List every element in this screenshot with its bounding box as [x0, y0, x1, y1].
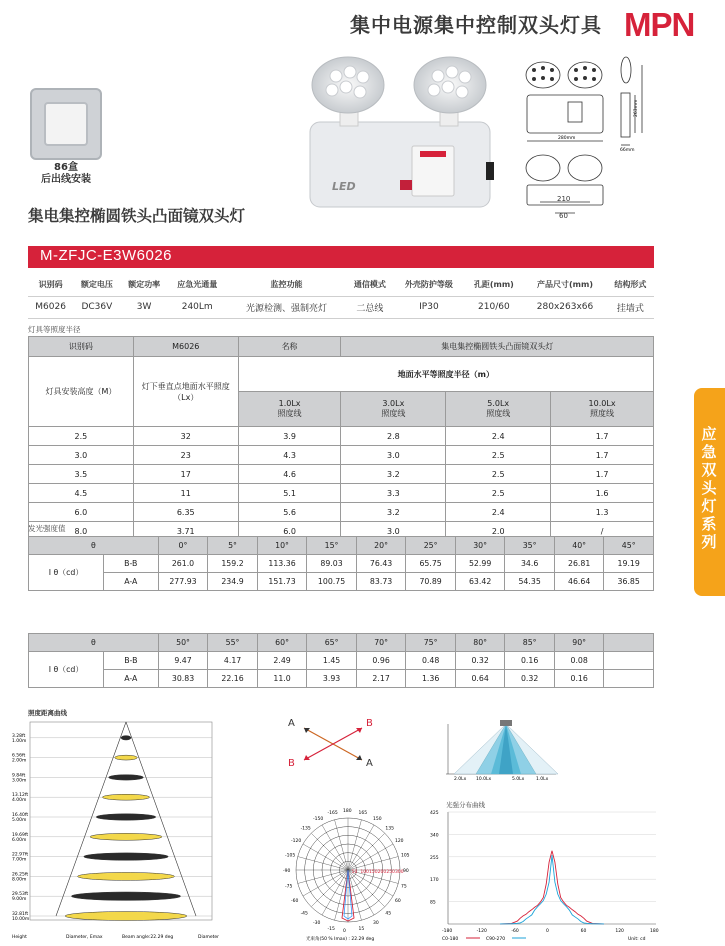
curve-unit: Unit: cd	[628, 937, 646, 942]
polar-spoke	[303, 844, 348, 870]
distance-ring	[90, 833, 162, 840]
product-title: 集电集控椭圆铁头凸面镜双头灯	[28, 207, 246, 225]
spec-value-4: 光源检测、强制亮灯	[227, 296, 347, 318]
intensity-value: 234.9	[208, 573, 258, 591]
lux-col-value: 10.0Lx	[588, 399, 616, 408]
illuminance-cell: 3.2	[341, 503, 446, 522]
polar-tick: 165	[358, 811, 368, 817]
distance-height-label: 3.28ft	[12, 733, 26, 739]
distance-height-label: 7.00m	[12, 857, 27, 863]
polar-spoke	[348, 825, 374, 870]
curve-x-tick: 60	[580, 929, 587, 934]
intensity-value: 30.83	[158, 670, 208, 688]
polar-spoke	[322, 825, 348, 870]
angle-header: 55°	[208, 634, 258, 652]
illuminance-cell: 11	[133, 484, 238, 503]
illuminance-cell: 6.0	[238, 522, 341, 541]
curve-series-c90	[500, 855, 604, 924]
polar-tick: 0	[343, 929, 346, 934]
angle-header: 35°	[505, 537, 555, 555]
distance-ring	[109, 775, 144, 780]
illuminance-cell: 2.0	[446, 522, 551, 541]
intensity-row	[29, 670, 654, 688]
intensity-value: 46.64	[554, 573, 604, 591]
intensity-value	[604, 652, 654, 670]
illuminance-cell: 3.0	[29, 446, 134, 465]
curve-x-tick: 180	[650, 929, 659, 934]
spec-value-1: DC36V	[73, 296, 120, 318]
distance-ring	[65, 912, 187, 921]
polar-spoke	[348, 870, 385, 907]
spec-header-5: 通信模式	[346, 274, 393, 296]
series-name: B-B	[103, 555, 158, 573]
polar-caption: 光束角(50 % Imax) : 22.29 deg	[306, 937, 375, 942]
intensity-value: 151.73	[257, 573, 307, 591]
illuminance-cell: 3.0	[341, 446, 446, 465]
distance-ring	[121, 736, 131, 740]
illuminance-row	[29, 503, 654, 522]
illuminance-cell: 1.7	[551, 427, 654, 446]
lamp-brand-text: LED	[332, 180, 356, 193]
name-value: 集电集控椭圆铁头凸面镜双头灯	[341, 337, 654, 357]
distance-height-label: 1.00m	[12, 738, 27, 744]
intensity-value	[604, 670, 654, 688]
lux-col-value: 1.0Lx	[278, 399, 301, 408]
illuminance-cell: 1.3	[551, 503, 654, 522]
lux-col-1	[341, 392, 446, 427]
distance-height-label: 9.84ft	[12, 773, 26, 779]
distance-height-label: 4.00m	[12, 798, 27, 804]
intensity-value: 2.49	[257, 652, 307, 670]
intensity-value: 89.03	[307, 555, 357, 573]
illuminance-cell: 8.0	[29, 522, 134, 541]
illuminance-cell: 2.5	[446, 465, 551, 484]
angle-header: 30°	[455, 537, 505, 555]
distance-height-label: 22.97ft	[12, 852, 29, 858]
polar-tick: -60	[291, 899, 299, 904]
beam-label-1: 10.0Lx	[476, 777, 492, 782]
angle-header	[604, 634, 654, 652]
spec-header-2: 额定功率	[120, 274, 167, 296]
polar-spoke	[348, 870, 374, 915]
spec-header-7: 孔距(mm)	[464, 274, 523, 296]
distance-height-label: 29.53ft	[12, 892, 29, 898]
illuminance-cell: 2.5	[446, 446, 551, 465]
distance-ring	[78, 872, 175, 880]
intensity-value: 261.0	[158, 555, 208, 573]
illuminance-row	[29, 446, 654, 465]
curve-x-tick: -120	[476, 929, 487, 934]
lux-col-0	[238, 392, 341, 427]
intensity-value: 0.16	[505, 652, 555, 670]
spec-header-1: 额定电压	[73, 274, 120, 296]
curve-y-tick: 170	[430, 878, 439, 884]
intensity-value: 26.81	[554, 555, 604, 573]
illuminance-cell: 2.8	[341, 427, 446, 446]
lux-col-3	[551, 392, 654, 427]
polar-tick: -75	[285, 884, 293, 890]
theta-header: θ	[29, 634, 159, 652]
angle-header: 85°	[505, 634, 555, 652]
intensity-value: 65.75	[406, 555, 456, 573]
distance-height-label: 13.12ft	[12, 793, 29, 799]
curve-y-tick: 85	[430, 900, 436, 906]
series-name: A-A	[103, 670, 158, 688]
lux-col-unit: 照度线	[590, 409, 615, 418]
spec-value-9: 挂墙式	[607, 296, 654, 318]
lux-col-unit: 照度线	[486, 409, 511, 418]
lux-col-value: 5.0Lx	[487, 399, 510, 408]
angle-header: 80°	[455, 634, 505, 652]
angle-header: 20°	[356, 537, 406, 555]
cross-label-a1: A	[288, 718, 295, 729]
illuminance-section-label: 灯具等照度半径	[28, 325, 81, 334]
spec-header-6: 外壳防护等级	[394, 274, 465, 296]
lux-col-unit: 照度线	[381, 409, 406, 418]
intensity-value: 159.2	[208, 555, 258, 573]
illuminance-cell: 3.71	[133, 522, 238, 541]
illuminance-cell: 3.9	[238, 427, 341, 446]
angle-header: 90°	[554, 634, 604, 652]
intensity-value: 83.73	[356, 573, 406, 591]
curve-x-tick: 0	[546, 929, 549, 934]
cross-label-b2: B	[288, 758, 295, 769]
illuminance-cell: 3.0	[341, 522, 446, 541]
curve-title: 光强分布曲线	[446, 801, 485, 809]
illuminance-cell: 17	[133, 465, 238, 484]
intensity-value: 63.42	[455, 573, 505, 591]
spec-value-7: 210/60	[464, 296, 523, 318]
polar-tick: -105	[285, 853, 296, 859]
intensity-value: 0.16	[554, 670, 604, 688]
intensity-table-2	[28, 633, 654, 688]
product-photo	[300, 50, 500, 210]
distance-height-label: 2.00m	[12, 758, 27, 764]
distance-height-label: 10.00m	[12, 917, 30, 922]
illuminance-cell: 6.0	[29, 503, 134, 522]
distance-ring	[71, 892, 180, 900]
intensity-value: 11.0	[257, 670, 307, 688]
illuminance-cell: 32	[133, 427, 238, 446]
curve-y-tick: 340	[430, 833, 439, 839]
mounting-box-label-line1: 86盒	[54, 162, 78, 173]
intensity-value: 0.64	[455, 670, 505, 688]
name-label: 名称	[238, 337, 341, 357]
polar-spoke	[348, 844, 393, 870]
polar-tick: -30	[313, 920, 321, 926]
intensity-value: 22.16	[208, 670, 258, 688]
polar-tick: -90	[283, 869, 291, 874]
beam-label-0: 2.0Lx	[454, 777, 467, 782]
intensity-value: 70.89	[406, 573, 456, 591]
curve-series-c0	[500, 851, 604, 924]
intensity-value: 34.6	[505, 555, 555, 573]
angle-header: 10°	[257, 537, 307, 555]
angle-header: 75°	[406, 634, 456, 652]
distance-height-label: 6.56ft	[12, 753, 26, 759]
distance-ring	[102, 794, 149, 800]
beam-label-2: 5.0Lx	[512, 777, 525, 782]
series-name: A-A	[103, 573, 158, 591]
angle-header: 65°	[307, 634, 357, 652]
spec-header-8: 产品尺寸(mm)	[523, 274, 606, 296]
spec-value-8: 280x263x66	[523, 296, 606, 318]
spec-value-5: 二总线	[346, 296, 393, 318]
illuminance-cell: 23	[133, 446, 238, 465]
intensity-value: 0.48	[406, 652, 456, 670]
illuminance-cell: 5.1	[238, 484, 341, 503]
illuminance-row	[29, 465, 654, 484]
polar-tick: 105	[400, 853, 410, 859]
intensity-value: 0.32	[455, 652, 505, 670]
polar-tick: 15	[358, 926, 365, 932]
cross-label-b1: B	[366, 718, 373, 729]
intensity-value: 113.36	[257, 555, 307, 573]
dim-height: 263mm	[634, 99, 639, 117]
spec-value-0: M6026	[28, 296, 73, 318]
polar-tick: -45	[300, 911, 308, 917]
distance-bottom-label: Height	[12, 935, 27, 940]
polar-tick: -120	[291, 839, 302, 844]
intensity-row	[29, 652, 654, 670]
distance-height-label: 5.00m	[12, 818, 27, 823]
polar-spoke	[311, 870, 348, 907]
spec-value-2: 3W	[120, 296, 167, 318]
illuminance-cell: 3.5	[29, 465, 134, 484]
illuminance-table	[28, 336, 654, 541]
spec-header-4: 监控功能	[227, 274, 347, 296]
illuminance-cell: 5.6	[238, 503, 341, 522]
polar-value: 50	[351, 870, 358, 875]
intensity-value: 52.99	[455, 555, 505, 573]
intensity-value: 1.45	[307, 652, 357, 670]
polar-spoke	[348, 833, 385, 870]
dim-width: 280mm	[558, 136, 576, 141]
spec-header-3: 应急光通量	[168, 274, 227, 296]
beam-label-3: 1.0Lx	[536, 777, 549, 782]
height-col-header: 灯具安装高度（M）	[29, 357, 134, 427]
intensity-value: 4.17	[208, 652, 258, 670]
curve-x-tick: 120	[615, 929, 624, 934]
illuminance-cell: 2.5	[446, 484, 551, 503]
illuminance-cell: 3.3	[341, 484, 446, 503]
dim-depth: 66mm	[620, 148, 635, 153]
intensity-value: 3.93	[307, 670, 357, 688]
intensity-value: 54.35	[505, 573, 555, 591]
polar-tick: -150	[313, 817, 324, 823]
curve-legend-0: C0-180	[442, 937, 459, 942]
series-side-tab-label: 应急双头灯系列	[701, 425, 717, 551]
polar-tick: 120	[394, 839, 404, 844]
spec-value-6: IP30	[394, 296, 465, 318]
angle-header: 25°	[406, 537, 456, 555]
polar-value: 150	[369, 870, 378, 875]
illuminance-row	[29, 427, 654, 446]
polar-tick: 150	[373, 817, 382, 823]
illuminance-cell: 4.3	[238, 446, 341, 465]
intensity-value: 9.47	[158, 652, 208, 670]
polar-tick: 75	[400, 884, 407, 890]
polar-tick: 30	[373, 920, 379, 926]
distance-bottom-label: Diameter	[198, 935, 220, 940]
polar-value: 250	[386, 870, 395, 875]
intensity-value: 0.32	[505, 670, 555, 688]
intensity-value: 0.96	[356, 652, 406, 670]
polar-tick: 180	[343, 809, 352, 814]
distance-height-label: 19.69ft	[12, 832, 29, 838]
illuminance-cell: 6.35	[133, 503, 238, 522]
polar-value: 200	[377, 870, 387, 875]
intensity-label: I θ（cd）	[29, 555, 104, 591]
illuminance-cell: 1.6	[551, 484, 654, 503]
intensity-distribution-curve	[428, 808, 668, 944]
polar-spoke	[311, 833, 348, 870]
curve-y-tick: 425	[430, 811, 439, 816]
theta-header: θ	[29, 537, 159, 555]
axis-cross-diagram	[282, 714, 382, 770]
spec-header-9: 结构形式	[607, 274, 654, 296]
illuminance-cell: 4.6	[238, 465, 341, 484]
vertical-lux-col-header: 灯下垂直点地面水平照度（Lx）	[133, 357, 238, 427]
polar-tick: 45	[385, 911, 392, 917]
dim-hole: 210	[557, 195, 571, 203]
mounting-box-image	[30, 88, 102, 160]
curve-x-tick: -180	[442, 929, 453, 934]
intensity-value: 100.75	[307, 573, 357, 591]
illuminance-cell: 3.2	[341, 465, 446, 484]
angle-header: 70°	[356, 634, 406, 652]
polar-value: 300	[395, 870, 404, 875]
illuminance-cell: 2.4	[446, 503, 551, 522]
angle-header: 15°	[307, 537, 357, 555]
intensity-section-label: 发光强度值	[28, 524, 66, 533]
spec-header-0: 识别码	[28, 274, 73, 296]
polar-tick: 60	[394, 899, 401, 904]
mounting-box-label	[26, 162, 106, 186]
distance-height-label: 6.00m	[12, 837, 27, 843]
distance-curve-chart	[12, 716, 242, 942]
intensity-value: 1.36	[406, 670, 456, 688]
illuminance-cell: 2.4	[446, 427, 551, 446]
distance-curve-title: 照度距离曲线	[28, 709, 67, 717]
intensity-value: 2.17	[356, 670, 406, 688]
dim-hole2: 60	[559, 212, 568, 220]
lux-col-value: 3.0Lx	[382, 399, 405, 408]
intensity-row	[29, 573, 654, 591]
polar-spoke	[303, 870, 348, 896]
distance-ring	[115, 755, 137, 760]
radius-header: 地面水平等照度半径（m）	[238, 357, 653, 392]
angle-header: 60°	[257, 634, 307, 652]
lux-col-2	[446, 392, 551, 427]
polar-intensity-chart	[282, 806, 422, 946]
intensity-value: 19.19	[604, 555, 654, 573]
id-label: 识别码	[29, 337, 134, 357]
distance-height-label: 8.00m	[12, 877, 27, 883]
angle-header: 0°	[158, 537, 208, 555]
cross-label-a2: A	[366, 758, 373, 769]
curve-y-tick: 255	[430, 855, 439, 861]
intensity-value: 0.08	[554, 652, 604, 670]
illuminance-cell: 1.7	[551, 446, 654, 465]
distance-ring	[84, 853, 168, 860]
angle-header: 5°	[208, 537, 258, 555]
illuminance-cell: /	[551, 522, 654, 541]
intensity-label: I θ（cd）	[29, 652, 104, 688]
polar-spoke	[322, 870, 348, 915]
distance-bottom-label: Diameter, Emax	[66, 935, 103, 940]
intensity-row	[29, 555, 654, 573]
curve-x-tick: -60	[511, 929, 519, 934]
distance-bottom-label: Beam angle:22.29 deg	[122, 935, 174, 940]
illuminance-cell: 1.7	[551, 465, 654, 484]
polar-tick: 90	[403, 869, 409, 874]
brand-logo: MPN	[624, 6, 695, 43]
catalog-title: 集中电源集中控制双头灯具	[350, 13, 602, 37]
distance-height-label: 16.40ft	[12, 813, 29, 818]
distance-height-label: 3.00m	[12, 778, 27, 784]
distance-ring	[96, 814, 156, 820]
curve-legend-1: C90-270	[486, 937, 506, 942]
series-name: B-B	[103, 652, 158, 670]
illuminance-row	[29, 484, 654, 503]
dimension-drawing	[510, 55, 660, 225]
intensity-table-1	[28, 536, 654, 591]
beam-spread-diagram	[436, 716, 566, 782]
angle-header: 50°	[158, 634, 208, 652]
lux-col-unit: 照度线	[277, 409, 302, 418]
intensity-value: 36.85	[604, 573, 654, 591]
illuminance-cell: 2.5	[29, 427, 134, 446]
polar-tick: -135	[300, 826, 311, 832]
distance-frame	[30, 722, 212, 920]
polar-tick: 135	[385, 826, 395, 832]
polar-tick: -165	[327, 811, 338, 817]
id-value: M6026	[133, 337, 238, 357]
model-number: M-ZFJC-E3W6026	[40, 247, 173, 264]
distance-height-label: 32.81ft	[12, 912, 29, 917]
angle-header: 40°	[554, 537, 604, 555]
polar-value: 100	[360, 870, 369, 875]
intensity-value: 76.43	[356, 555, 406, 573]
illuminance-cell: 4.5	[29, 484, 134, 503]
angle-header: 45°	[604, 537, 654, 555]
spec-value-3: 240Lm	[168, 296, 227, 318]
mounting-box-label-line2: 后出线安装	[41, 174, 91, 185]
intensity-value: 277.93	[158, 573, 208, 591]
spec-table	[28, 274, 654, 319]
distance-height-label: 9.00m	[12, 897, 27, 903]
distance-height-label: 26.25ft	[12, 872, 29, 878]
polar-tick: -15	[327, 926, 335, 932]
